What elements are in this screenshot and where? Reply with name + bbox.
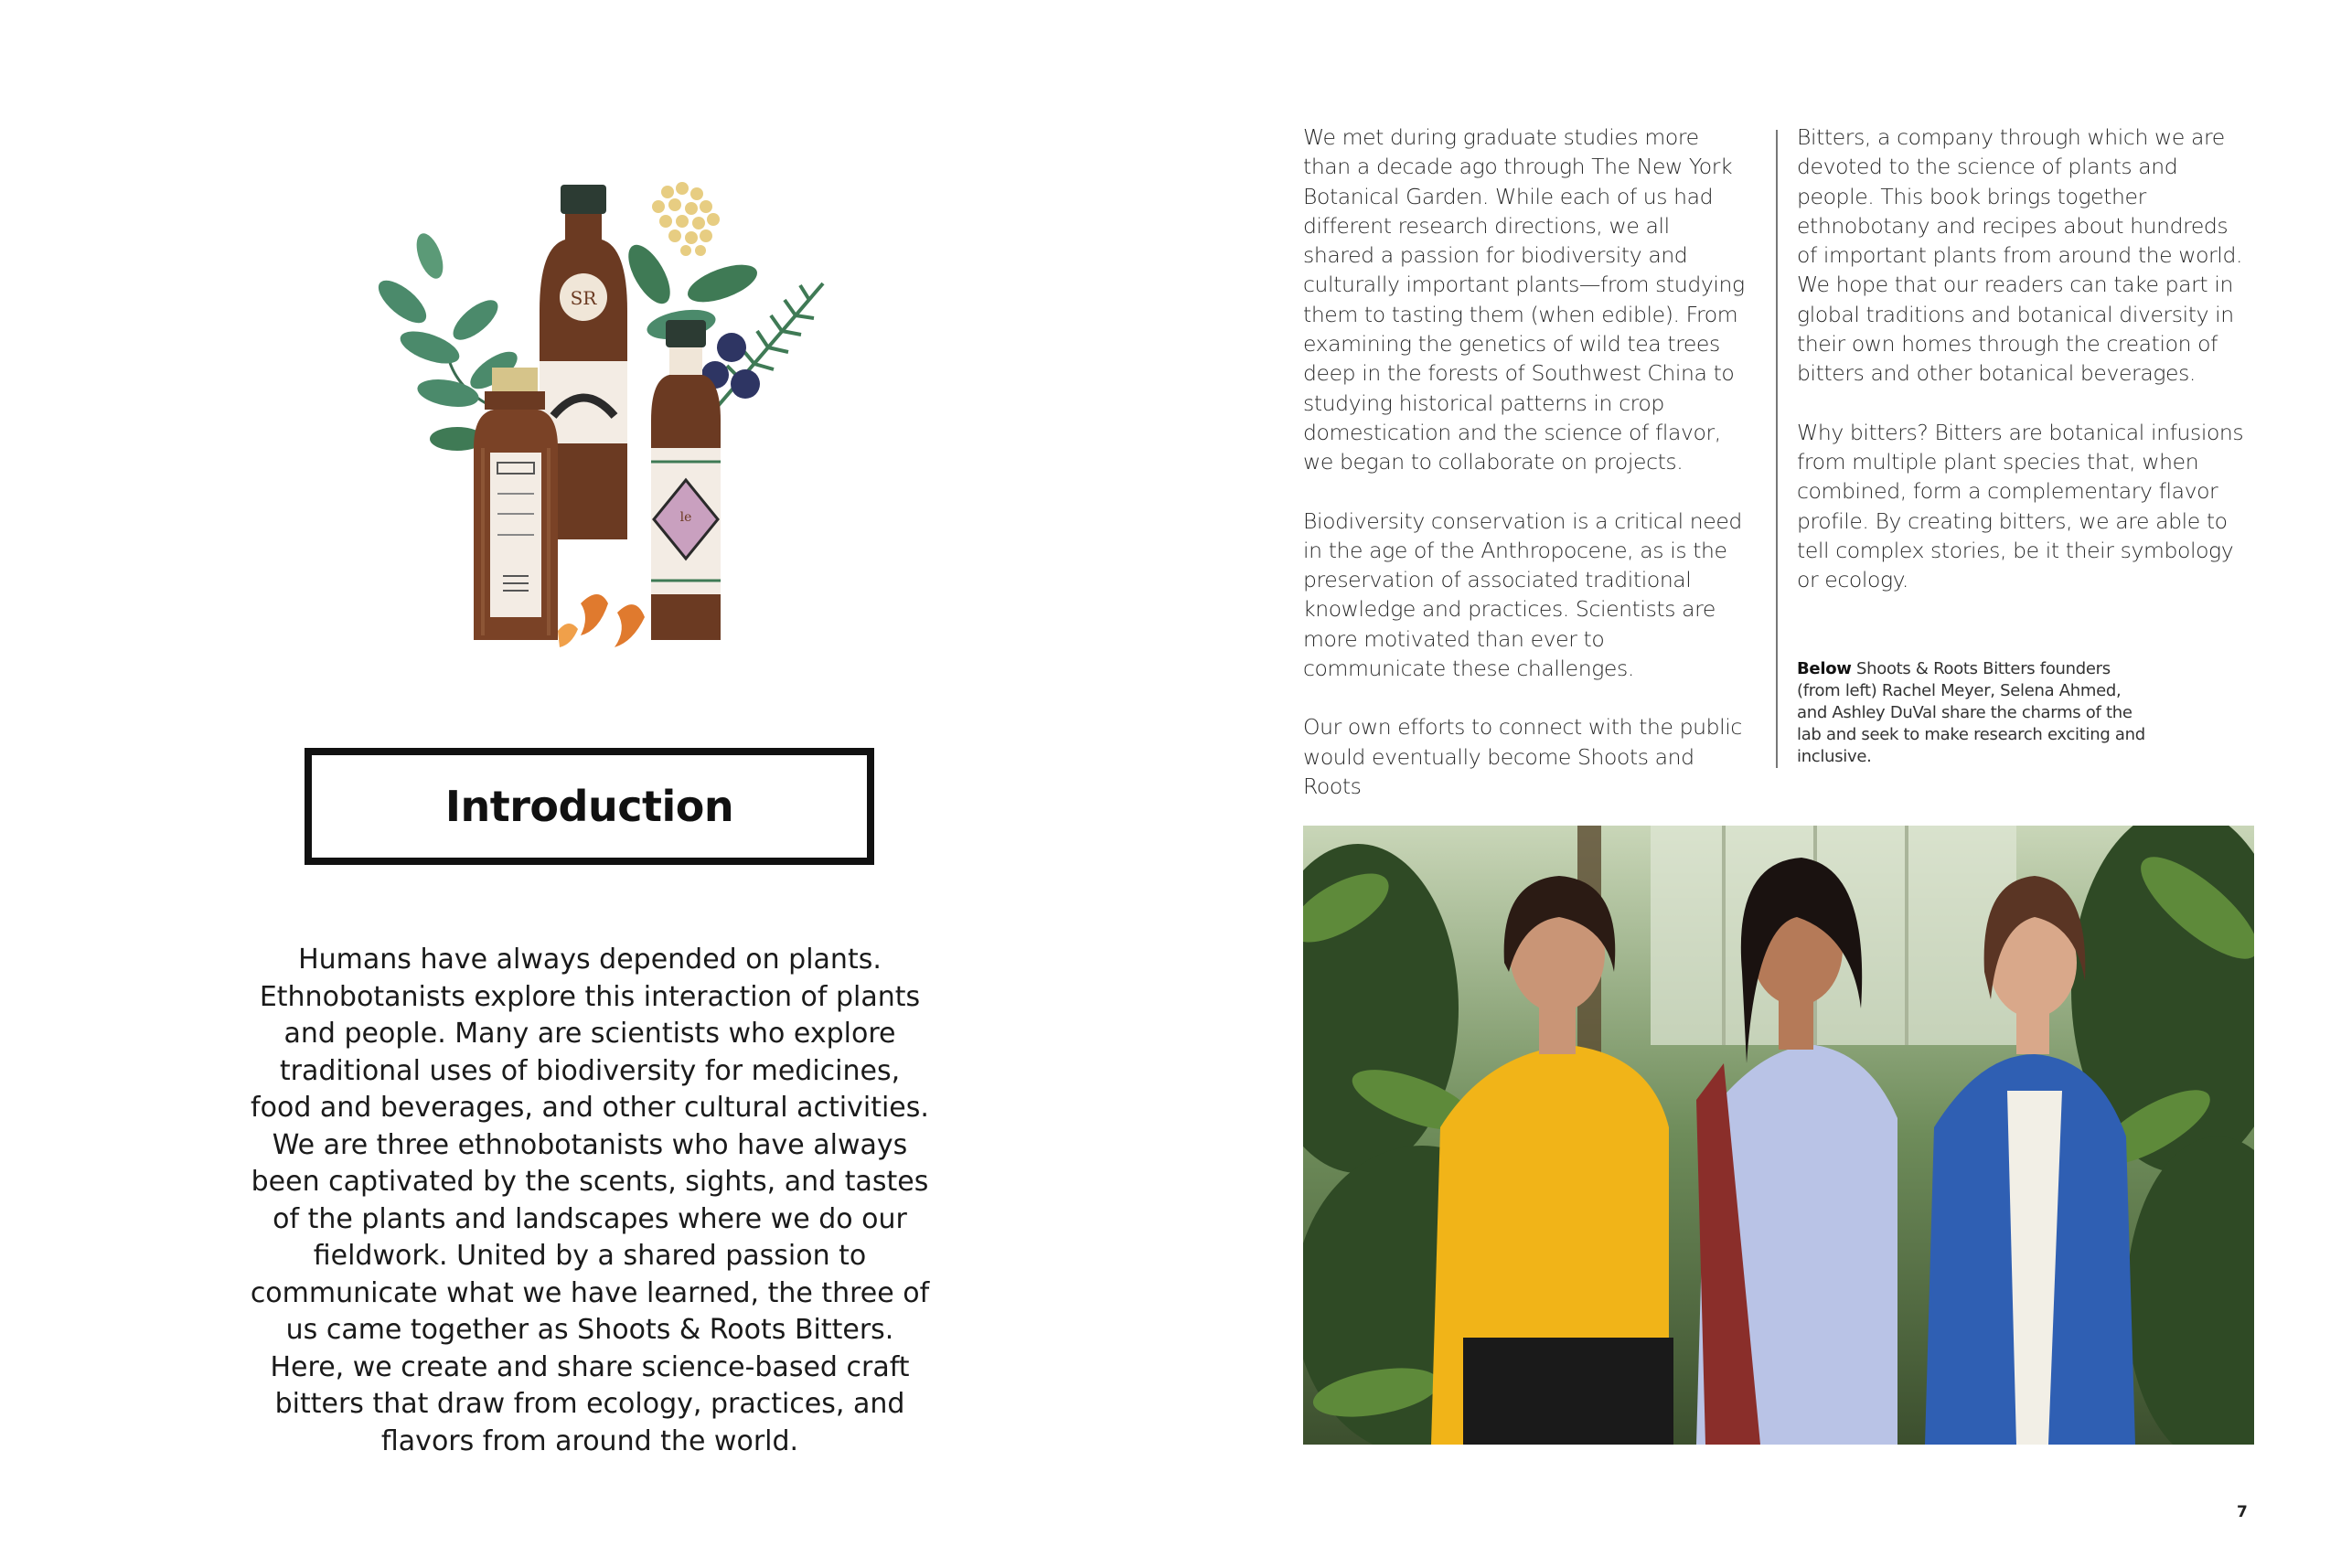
orange-peels	[558, 594, 645, 647]
paragraph: Bitters, a company through which we are devoted to the science of plants and people. This book brings together ethnobotany and recipes about hundreds of important plants from around the world. We hope that our readers can take part in global traditions and botanical diversity in their own homes through the creation of bitters and other botanical beverages.	[1797, 124, 2243, 387]
founders-photo	[1303, 826, 2254, 1445]
introduction-title-box	[305, 748, 874, 865]
photo-caption	[1797, 658, 2154, 768]
founders-photo-svg	[1303, 826, 2254, 1445]
page-number: 7	[2237, 1503, 2248, 1521]
paragraph: We met during graduate studies more than a decade ago through The New York Botanical Garden. While each of us had different research directions, we all shared a passion for biodiversity and culturally important plants—from studying them to tasting them (when edible). From examining the genetics of wild tea trees deep in the forests of Southwest China to studying historical patterns in crop domestication and the science of flavor, we began to collaborate on projects.	[1303, 124, 1745, 475]
text-column-left	[1303, 123, 1747, 830]
text-column-right	[1797, 123, 2254, 624]
caption-lead: Below	[1797, 659, 1852, 678]
bottle-monogram: SR	[570, 287, 597, 309]
elderflower-cluster	[652, 182, 720, 256]
paragraph: Our own efforts to connect with the public would eventually become Shoots and Roots	[1303, 714, 1742, 799]
bottles-botanical-svg	[375, 174, 850, 667]
paragraph: Why bitters? Bitters are botanical infusions from multiple plant species that, when combined, form a complementary flavor profile. By creating bitters, we are able to tell complex stories, be it their symbology or ecology.	[1797, 419, 2244, 593]
introduction-body: Humans have always depended on plants. Ethnobotanists explore this interaction of plants and people. Many are scientists who explore traditional uses of biodiversity for medicines, food and beverages, and other cultural activities. We are three ethnobotanists who have always been captivated by the scents, sights, and tastes of the plants and landscapes where we do our fieldwork. United by a shared passion to communicate what we have learned, the three of us came together as Shoots & Roots Bitters. Here, we create and share science-based craft bitters that draw from ecology, practices, and flavors from around the world.	[250, 944, 930, 1457]
bitters-bottles-illustration	[375, 174, 850, 667]
paragraph: Biodiversity conservation is a critical need in the age of the Anthropocene, as is the preservation of associated traditional knowledge and practices. Scientists are more motivated than ever to communicate these challenges.	[1303, 507, 1742, 682]
bottle-label-script: le	[679, 510, 692, 525]
caption-text: Shoots & Roots Bitters founders (from left) Rachel Meyer, Selena Ahmed, and Ashley DuVal share the charms of the lab and seek to make research exciting and inclusive.	[1797, 659, 2145, 766]
column-divider	[1776, 130, 1778, 768]
introduction-title: Introduction	[444, 782, 734, 831]
